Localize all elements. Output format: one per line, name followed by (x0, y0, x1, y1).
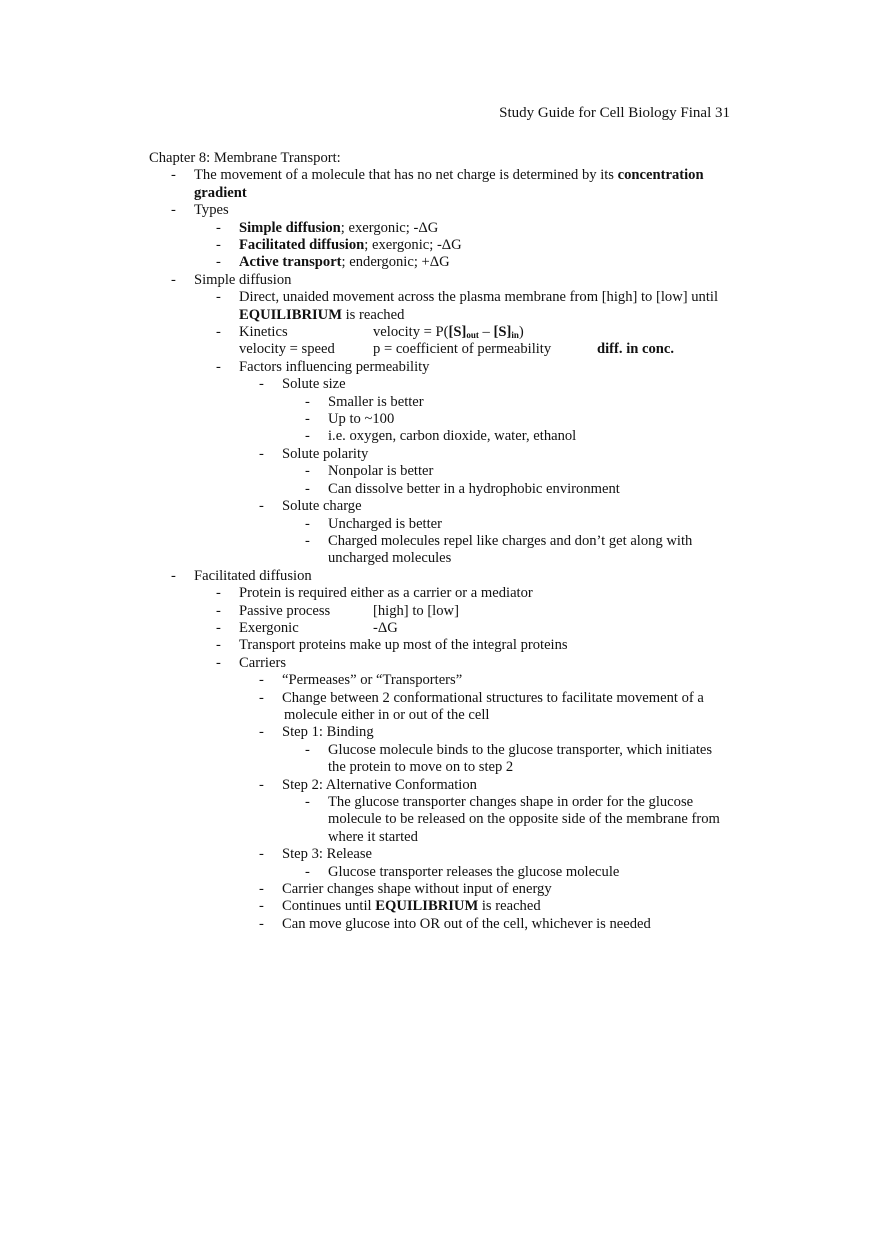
page-header: Study Guide for Cell Biology Final 31 (499, 105, 730, 121)
bullet-dash: - (259, 445, 264, 462)
list-item (149, 394, 749, 411)
list-item (149, 655, 749, 672)
bullet-dash: - (171, 167, 176, 184)
list-item (149, 898, 749, 915)
bullet-dash: - (216, 654, 221, 671)
list-item (149, 498, 749, 515)
list-item (149, 237, 749, 254)
bullet-dash: - (305, 532, 310, 549)
bullet-dash: - (259, 376, 264, 393)
types-label: Types (194, 202, 229, 219)
step3-line1: Glucose transporter releases the glucose molecule (328, 863, 620, 880)
protein-text: Protein is required either as a carrier or a mediator (239, 585, 533, 602)
type-active-bold: Active transport (239, 254, 342, 271)
exergonic-label: Exergonic (239, 619, 299, 636)
formula-s-out: [S] (448, 324, 467, 341)
bullet-dash: - (305, 393, 310, 410)
step2-line2: molecule to be released on the opposite side of the membrane from (328, 811, 720, 828)
bullet-dash: - (171, 202, 176, 219)
size-item: i.e. oxygen, carbon dioxide, water, ethanol (328, 428, 577, 445)
bullet-dash: - (216, 358, 221, 375)
list-item (149, 916, 749, 933)
bullet-dash: - (305, 515, 310, 532)
simple-label: Simple diffusion (194, 271, 292, 288)
list-item (149, 481, 749, 498)
formula-close: ) (518, 324, 524, 341)
bullet-dash: - (216, 289, 221, 306)
type-simple-bold: Simple diffusion (239, 219, 341, 236)
step2-label: Step 2: Alternative Conformation (282, 776, 477, 793)
factors-label: Factors influencing permeability (239, 358, 430, 375)
list-item (149, 516, 749, 533)
kinetics-label: Kinetics (239, 324, 288, 341)
bullet-dash: - (259, 689, 264, 706)
bullet-dash: - (216, 602, 221, 619)
size-item: Smaller is better (328, 393, 424, 410)
type-active-rest: ; endergonic; +ΔG (341, 254, 450, 271)
passive-label: Passive process (239, 602, 331, 619)
list-item (149, 463, 749, 480)
change-line2: molecule either in or out of the cell (284, 706, 490, 723)
bullet-dash: - (216, 237, 221, 254)
solute-size: Solute size (282, 376, 346, 393)
list-item (149, 202, 749, 219)
direct-line1: Direct, unaided movement across the plasma membrane from [high] to [low] until (239, 289, 719, 306)
list-item (149, 254, 749, 271)
intro-text: The movement of a molecule that has no net charge is determined by its (194, 167, 618, 184)
bullet-dash: - (216, 254, 221, 271)
step1-line2: the protein to move on to step 2 (328, 759, 514, 776)
list-item (149, 846, 749, 863)
bullet-dash: - (259, 881, 264, 897)
bullet-dash: - (305, 863, 310, 880)
formula-out-sub: out (466, 330, 479, 341)
charge-item-line1: Charged molecules repel like charges and don’t get along with (328, 532, 693, 549)
type-facilitated-bold: Facilitated diffusion (239, 237, 365, 254)
bullet-dash: - (216, 324, 221, 341)
intro-bold: concentration (617, 167, 704, 184)
list-item (149, 672, 749, 689)
chapter-heading: Chapter 8: Membrane Transport: (149, 150, 341, 166)
list-item (149, 533, 749, 550)
list-item (149, 603, 749, 620)
continues-pre: Continues until (282, 898, 376, 915)
list-item (149, 724, 749, 741)
carriers-label: Carriers (239, 654, 287, 671)
list-item (149, 376, 749, 393)
bullet-dash: - (305, 411, 310, 428)
bullet-dash: - (305, 463, 310, 480)
bullet-dash: - (259, 776, 264, 793)
list-item (149, 446, 749, 463)
list-item (149, 272, 749, 289)
charge-item-line2: uncharged molecules (328, 550, 452, 567)
list-item (149, 864, 749, 881)
list-item (149, 167, 749, 184)
bullet-dash: - (216, 619, 221, 636)
solute-polarity: Solute polarity (282, 445, 369, 462)
bullet-dash: - (259, 915, 264, 932)
list-item (149, 690, 749, 707)
bullet-dash: - (171, 271, 176, 288)
type-facilitated-rest: ; exergonic; -ΔG (364, 237, 462, 254)
bullet-dash: - (305, 480, 310, 497)
p-def: p = coefficient of permeability (373, 341, 552, 358)
formula-minus: – (478, 324, 494, 341)
direct-bold: EQUILIBRIUM (239, 306, 342, 323)
list-item (149, 220, 749, 237)
bullet-dash: - (259, 498, 264, 515)
transport-text: Transport proteins make up most of the integral proteins (239, 637, 568, 654)
size-item: Up to ~100 (328, 411, 395, 428)
step2-line1: The glucose transporter changes shape in order for the glucose (328, 793, 694, 810)
bullet-dash: - (171, 567, 176, 584)
list-item (149, 620, 749, 637)
solute-charge: Solute charge (282, 498, 362, 515)
list-item (149, 777, 749, 794)
list-item (149, 881, 749, 898)
list-item (149, 428, 749, 445)
charge-item: Uncharged is better (328, 515, 443, 532)
diff-conc: diff. in conc. (597, 341, 675, 358)
formula-pre: velocity = P( (373, 324, 449, 341)
list-item (149, 289, 749, 306)
step3-label: Step 3: Release (282, 846, 372, 863)
facilitated-label: Facilitated diffusion (194, 567, 312, 584)
step1-line1: Glucose molecule binds to the glucose transporter, which initiates (328, 741, 713, 758)
permeases-text: “Permeases” or “Transporters” (282, 672, 463, 689)
bullet-dash: - (216, 219, 221, 236)
bullet-dash: - (259, 898, 264, 915)
kinetics-definitions (149, 341, 749, 358)
continues-bold: EQUILIBRIUM (375, 898, 479, 915)
list-item (149, 411, 749, 428)
list-item (149, 359, 749, 376)
direct-line2 (149, 307, 749, 324)
list-item (149, 637, 749, 654)
change-line1: Change between 2 conformational structures to facilitate movement of a (282, 689, 704, 706)
polarity-item: Nonpolar is better (328, 463, 434, 480)
bullet-dash: - (305, 793, 310, 810)
document-body (149, 150, 749, 933)
step2-line3: where it started (328, 828, 418, 845)
list-item (149, 585, 749, 602)
bullet-dash: - (216, 637, 221, 654)
can-move: Can move glucose into OR out of the cell, whichever is needed (282, 915, 651, 932)
formula-s-in: [S] (493, 324, 512, 341)
velocity-def: velocity = speed (239, 341, 335, 358)
bullet-dash: - (259, 846, 264, 863)
list-item (149, 742, 749, 759)
list-item (149, 568, 749, 585)
list-item (149, 794, 749, 811)
type-simple-rest: ; exergonic; -ΔG (340, 219, 439, 236)
intro-bold-continued: gradient (194, 184, 247, 201)
bullet-dash: - (216, 585, 221, 602)
carrier-shape: Carrier changes shape without input of energy (282, 881, 552, 897)
bullet-dash: - (305, 428, 310, 445)
direct-rest: is reached (341, 306, 405, 323)
polarity-item: Can dissolve better in a hydrophobic environment (328, 480, 620, 497)
passive-value: [high] to [low] (373, 602, 459, 619)
exergonic-value: -ΔG (373, 619, 398, 636)
bullet-dash: - (259, 672, 264, 689)
bullet-dash: - (305, 741, 310, 758)
step1-label: Step 1: Binding (282, 724, 374, 741)
list-item (149, 324, 749, 341)
formula-in-sub: in (511, 330, 519, 341)
bullet-dash: - (259, 724, 264, 741)
continues-rest: is reached (478, 898, 541, 915)
